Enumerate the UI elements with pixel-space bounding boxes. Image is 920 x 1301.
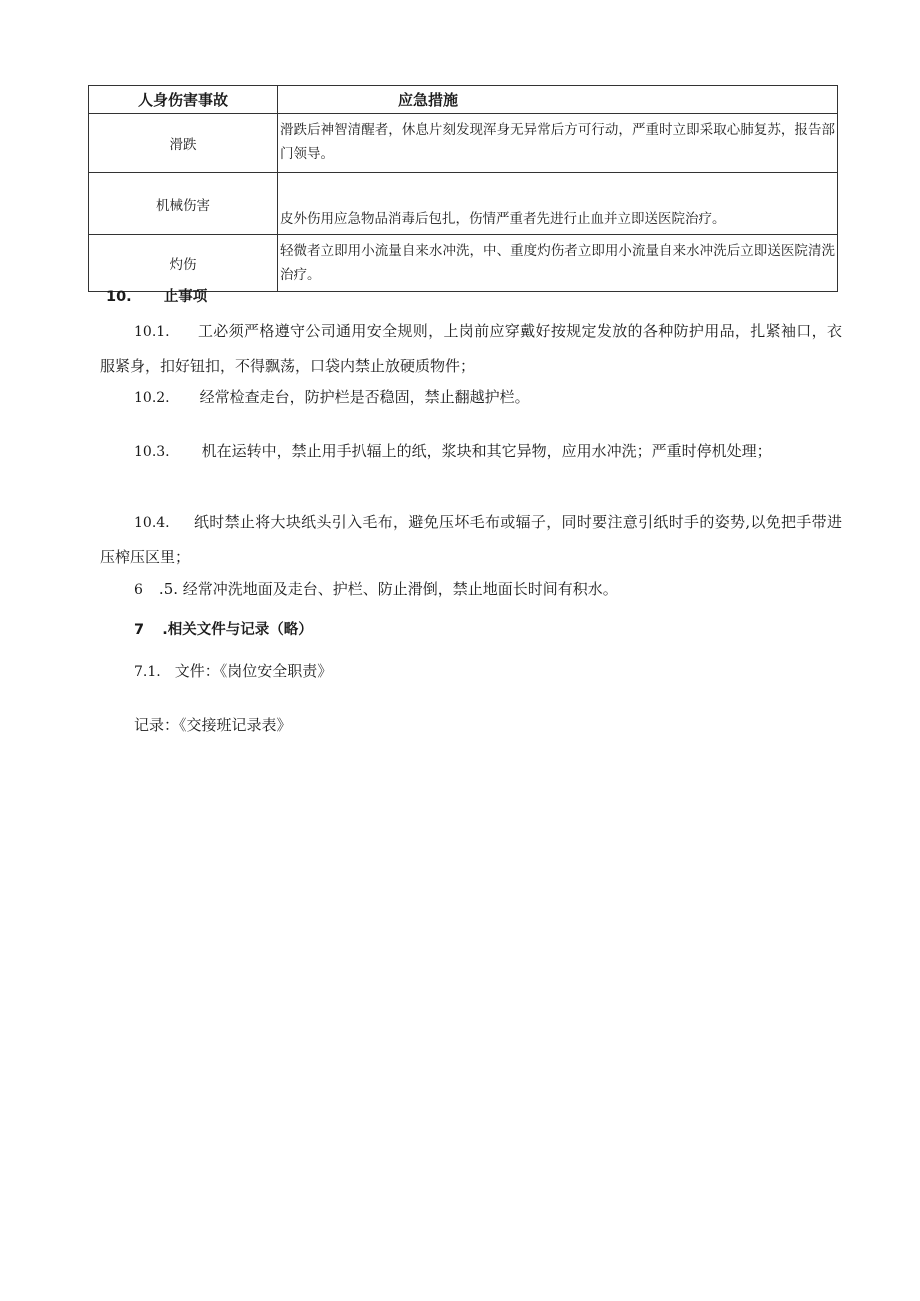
injury-cell: 滑跌 (89, 114, 278, 173)
file-line (134, 660, 332, 683)
measure-cell: 轻微者立即用小流量自来水冲洗，中、重度灼伤者立即用小流量自来水冲洗后立即送医院清洗治疗。 (278, 235, 838, 292)
item-text: 工必须严格遵守公司通用安全规则，上岗前应穿戴好按规定发放的各种防护用品，扎紧袖口，衣服紧身，扣好钮扣，不得飘荡，口袋内禁止放硬质物件； (100, 322, 842, 375)
header-injury: 人身伤害事故 (89, 86, 278, 114)
section-7-number: 7 (134, 622, 145, 638)
injury-cell: 机械伤害 (89, 173, 278, 235)
item-10-2 (134, 386, 530, 409)
item-number: 10.4. (134, 515, 170, 531)
table-row (89, 173, 838, 235)
record-line (134, 714, 292, 736)
item-number: 10.3. (134, 444, 170, 460)
item-number: 6 (134, 582, 143, 598)
section-10-number: 10. (106, 289, 132, 305)
item-number: 10.2. (134, 390, 170, 406)
item-10-1 (100, 314, 842, 383)
item-number: 10.1. (134, 324, 170, 340)
table-row (89, 235, 838, 292)
file-text: 文件：《岗位安全职责》 (174, 662, 333, 680)
item-text: 机在运转中，禁止用手扒辐上的纸，浆块和其它异物，应用水冲洗；严重时停机处理； (201, 442, 772, 460)
emergency-table (88, 85, 838, 292)
item-text: 经常检查走台，防护栏是否稳固，禁止翻越护栏。 (199, 388, 530, 406)
section-10-heading (106, 286, 207, 308)
table-header-row (89, 86, 838, 114)
header-measure: 应急措施 (278, 86, 838, 114)
measure-cell: 皮外伤用应急物品消毒后包扎，伤情严重者先进行止血并立即送医院治疗。 (278, 173, 838, 235)
item-text: 纸时禁止将大块纸头引入毛布，避免压坏毛布或辐子，同时要注意引纸时手的姿势,以免把手带进压榨压区里； (100, 513, 842, 566)
file-number: 7.1. (134, 664, 161, 680)
table-row (89, 114, 838, 173)
item-10-3 (88, 434, 830, 469)
measure-cell: 滑跌后神智清醒者，休息片刻发现浑身无异常后方可行动，严重时立即采取心肺复苏，报告部门领导。 (278, 114, 838, 173)
section-7-heading (134, 619, 313, 641)
item-10-4 (100, 505, 842, 574)
section-10-title: 止事项 (163, 289, 208, 305)
item-text: .5. 经常冲洗地面及走台、护栏、防止滑倒，禁止地面长时间有积水。 (158, 580, 618, 598)
section-7-title: .相关文件与记录（略） (162, 622, 313, 638)
injury-cell: 灼伤 (89, 235, 278, 292)
item-10-5 (134, 578, 618, 601)
record-text: 记录：《交接班记录表》 (134, 716, 292, 734)
